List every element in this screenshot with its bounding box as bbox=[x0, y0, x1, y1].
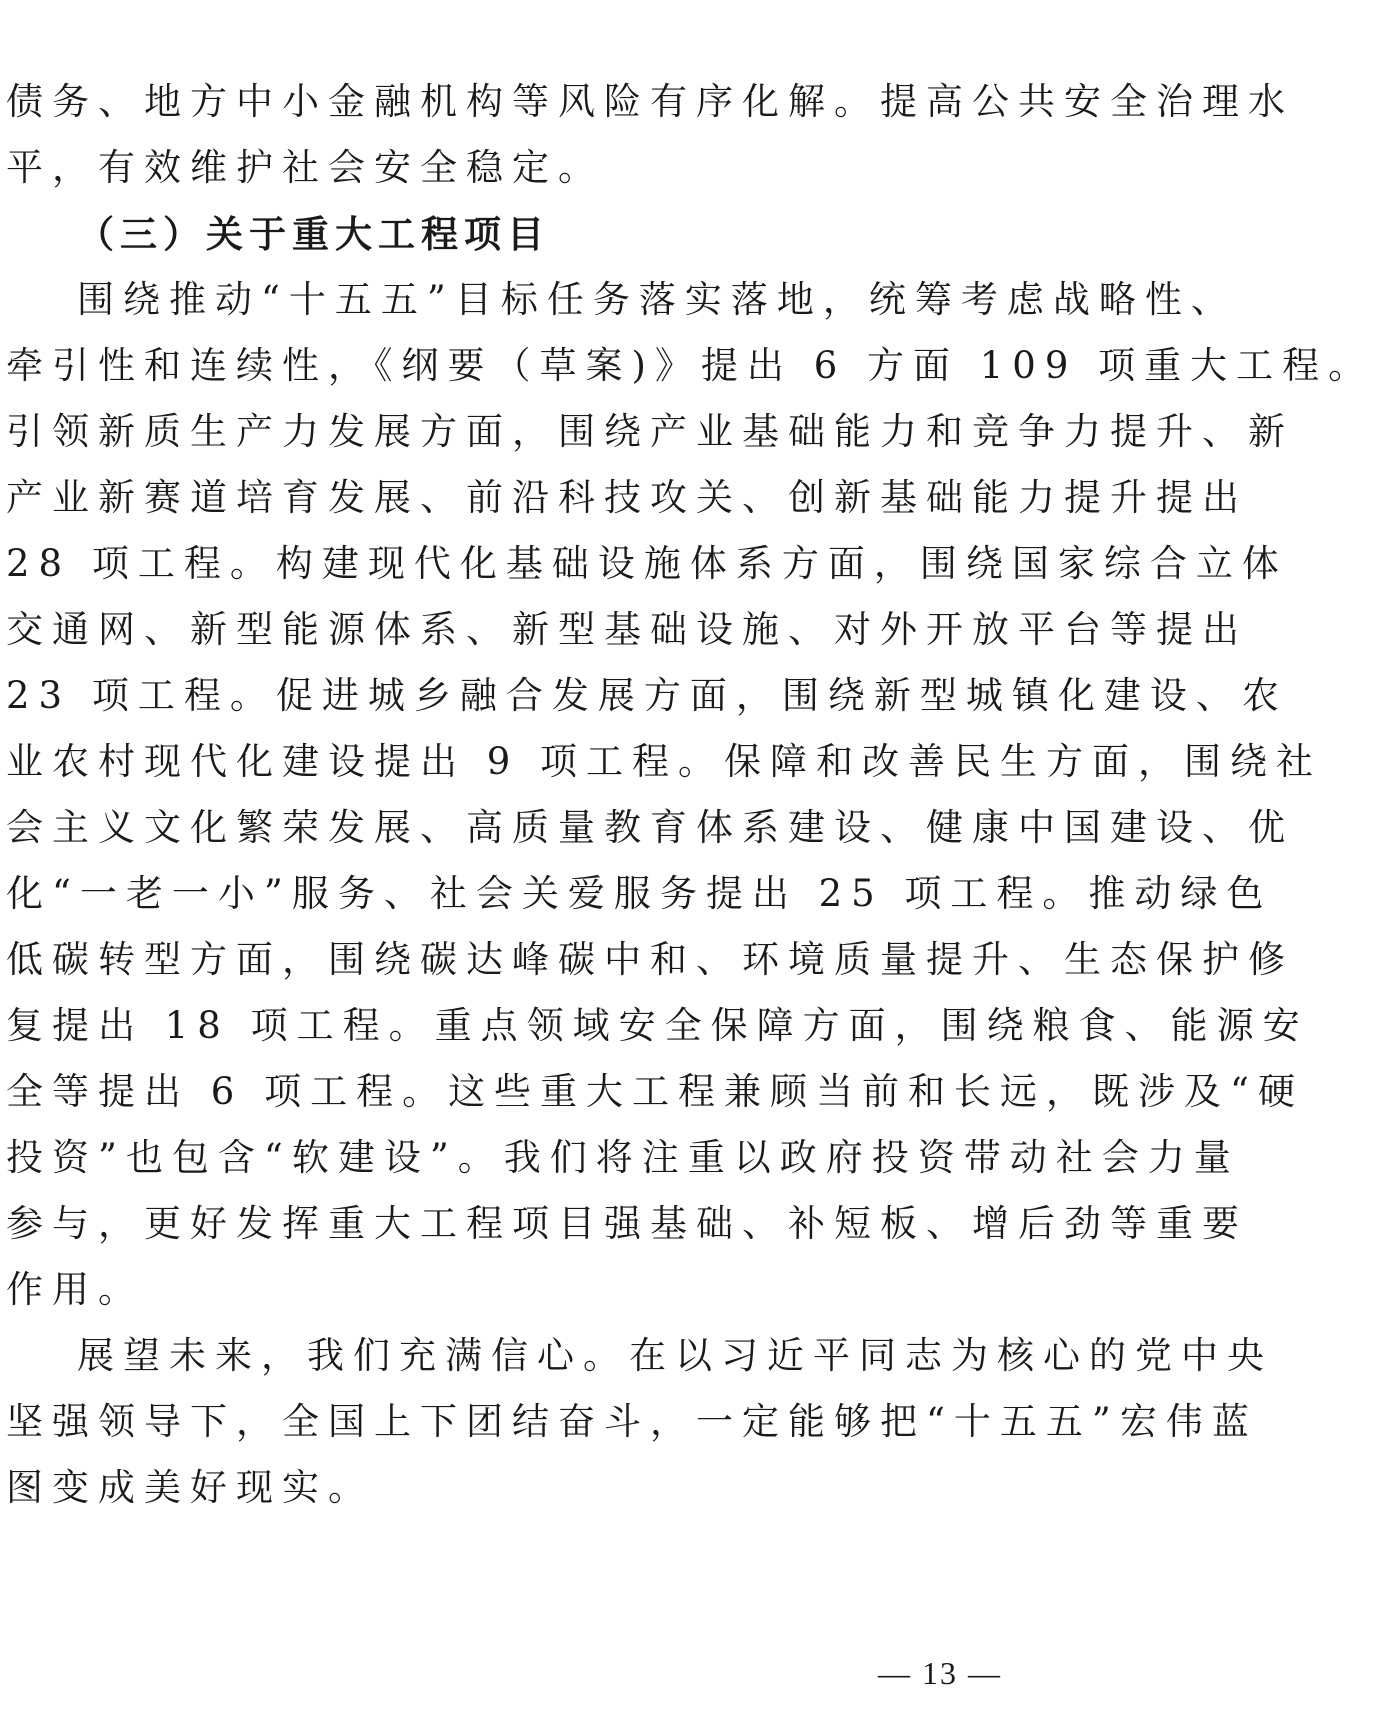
text-line: 会主义文化繁荣发展、高质量教育体系建设、健康中国建设、优 bbox=[6, 806, 1294, 849]
text-line: 产业新赛道培育发展、前沿科技攻关、创新基础能力提升提出 bbox=[6, 476, 1248, 519]
text-line: 参与，更好发挥重大工程项目强基础、补短板、增后劲等重要 bbox=[6, 1202, 1248, 1245]
text-line: 展望未来，我们充满信心。在以习近平同志为核心的党中央 bbox=[77, 1334, 1273, 1377]
section-heading: （三）关于重大工程项目 bbox=[77, 212, 550, 256]
text-line: 平，有效维护社会安全稳定。 bbox=[6, 146, 604, 189]
text-line: 低碳转型方面，围绕碳达峰碳中和、环境质量提升、生态保护修 bbox=[6, 938, 1294, 981]
text-line: 坚强领导下，全国上下团结奋斗，一定能够把“十五五”宏伟蓝 bbox=[6, 1400, 1258, 1443]
text-line: 债务、地方中小金融机构等风险有序化解。提高公共安全治理水 bbox=[6, 80, 1294, 123]
text-line: 作用。 bbox=[6, 1268, 144, 1311]
text-line: 引领新质生产力发展方面，围绕产业基础能力和竞争力提升、新 bbox=[6, 410, 1294, 453]
text-line: 28 项工程。构建现代化基础设施体系方面，围绕国家综合立体 bbox=[6, 542, 1288, 585]
page-number: — 13 — bbox=[878, 1655, 1002, 1691]
text-line: 交通网、新型能源体系、新型基础设施、对外开放平台等提出 bbox=[6, 608, 1248, 651]
text-line: 图变成美好现实。 bbox=[6, 1466, 374, 1509]
text-line: 围绕推动“十五五”目标任务落实落地，统筹考虑战略性、 bbox=[77, 278, 1237, 321]
text-line: 牵引性和连续性，《纲要（草案)》提出 6 方面 109 项重大工程。 bbox=[6, 344, 1374, 387]
text-line: 化“一老一小”服务、社会关爱服务提出 25 项工程。推动绿色 bbox=[6, 872, 1273, 915]
text-line: 全等提出 6 项工程。这些重大工程兼顾当前和长远，既涉及“硬 bbox=[6, 1070, 1304, 1113]
text-line: 投资”也包含“软建设”。我们将注重以政府投资带动社会力量 bbox=[6, 1136, 1240, 1179]
text-line: 复提出 18 项工程。重点领域安全保障方面，围绕粮食、能源安 bbox=[6, 1004, 1309, 1047]
text-line: 业农村现代化建设提出 9 项工程。保障和改善民生方面，围绕社 bbox=[6, 740, 1323, 783]
text-line: 23 项工程。促进城乡融合发展方面，围绕新型城镇化建设、农 bbox=[6, 674, 1288, 717]
